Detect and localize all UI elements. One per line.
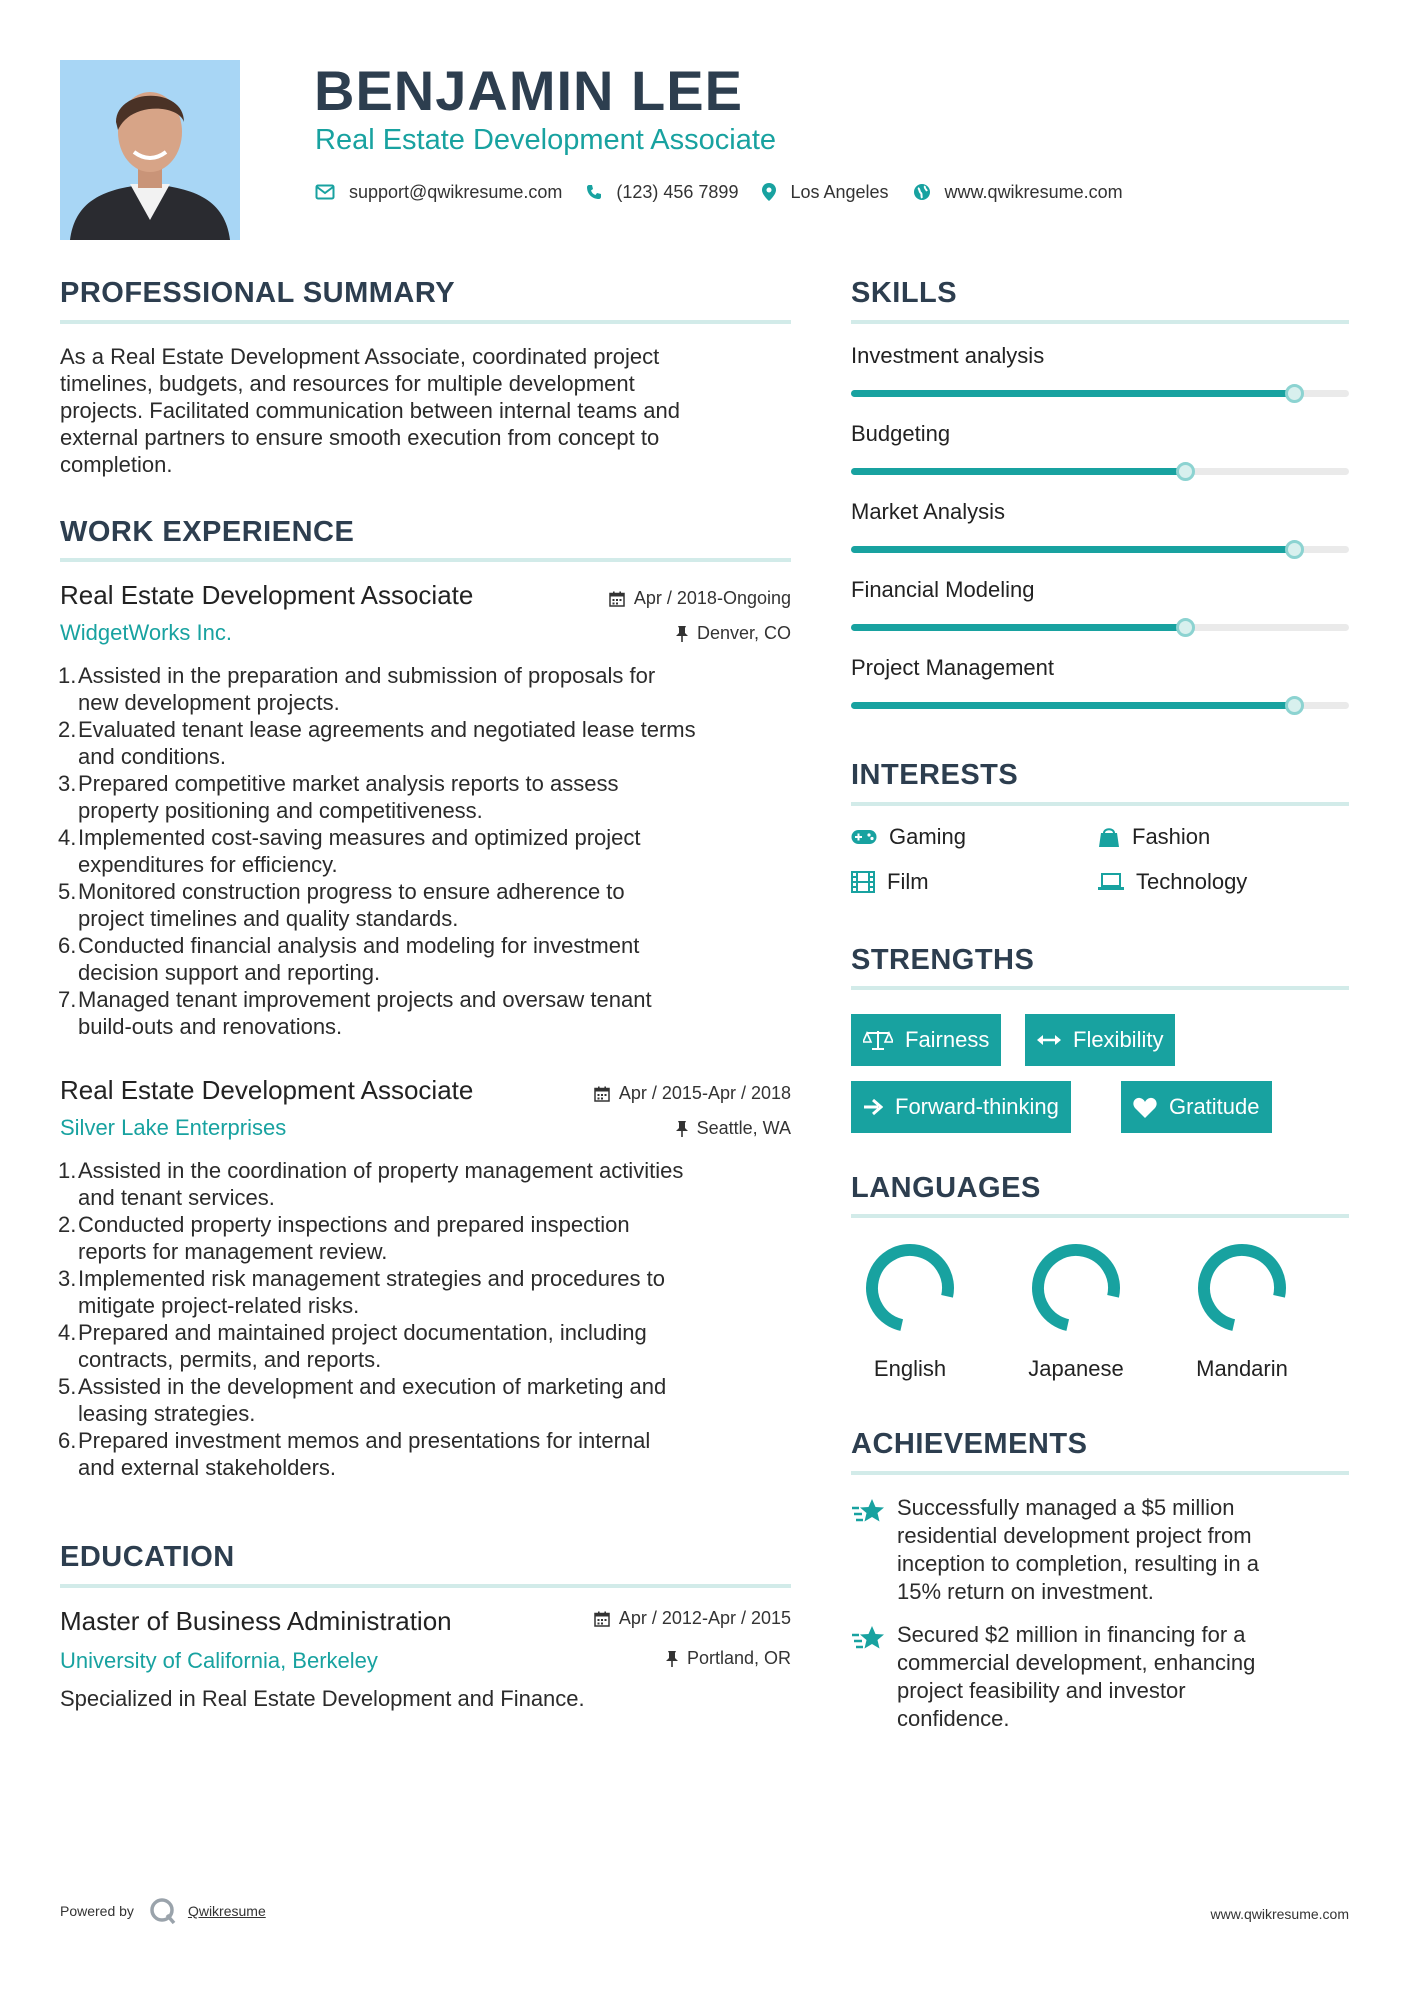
interest-label: Technology (1136, 869, 1248, 894)
duty-item: 7. Managed tenant improvement projects and oversaw tenant build-outs and renovations. (58, 987, 652, 1039)
shopping-bag-icon (1098, 826, 1120, 848)
language-item (1177, 1238, 1307, 1382)
skill-bar-fill (851, 624, 1185, 631)
interests-rule (851, 802, 1349, 806)
interest-item (1098, 824, 1210, 850)
language-label: Mandarin (1196, 1356, 1288, 1381)
duty-item: 6. Prepared investment memos and presentations for internal and external stakeholders. (58, 1428, 651, 1480)
job-dates (594, 1083, 791, 1104)
education-rule (60, 1584, 791, 1588)
gamepad-icon (851, 829, 877, 845)
interest-label: Fashion (1132, 824, 1211, 849)
language-label: Japanese (1028, 1356, 1124, 1381)
contact-website[interactable] (913, 182, 1123, 203)
calendar-icon (594, 1086, 610, 1102)
degree-title: Master of Business Administration (60, 1606, 452, 1636)
duty-item: 1. Assisted in the coordination of property management activities and tenant services. (58, 1158, 684, 1210)
experience-rule (60, 558, 791, 562)
skill-bar (851, 390, 1349, 397)
achievement-text: Successfully managed a $5 million residential development project from inception to completion, resulting in a 15% return on investment. (897, 1495, 1259, 1604)
globe-icon (913, 183, 931, 201)
school-name: University of California, Berkeley (60, 1648, 378, 1673)
achievement-text: Secured $2 million in financing for a commercial development, enhancing project feasibility and investor confidence. (897, 1622, 1256, 1731)
qwikresume-logo-icon (148, 1896, 178, 1926)
heart-icon (1133, 1097, 1157, 1118)
arrows-horizontal-icon (1037, 1033, 1061, 1047)
footer-website[interactable]: www.qwikresume.com (1210, 1906, 1349, 1922)
summary-text (60, 343, 800, 478)
summary-line: timelines, budgets, and resources for multiple development (60, 371, 635, 396)
skill-bar (851, 702, 1349, 709)
skill-label: Budgeting (851, 421, 951, 446)
language-item (845, 1238, 975, 1382)
skill-bar (851, 624, 1349, 631)
summary-line: completion. (60, 452, 173, 477)
job-title: Real Estate Development Associate (60, 1075, 474, 1105)
language-ring (1026, 1238, 1126, 1338)
achievements-rule (851, 1471, 1349, 1475)
skill-bar-fill (851, 546, 1294, 553)
star-icon (851, 1625, 885, 1653)
balance-scale-icon (863, 1029, 893, 1051)
contact-email[interactable] (315, 182, 562, 203)
skill-bar-fill (851, 468, 1185, 475)
summary-line: As a Real Estate Development Associate, coordinated project (60, 344, 660, 369)
contact-bar (315, 180, 1147, 204)
strength-label: Forward-thinking (895, 1094, 1059, 1119)
contact-phone[interactable] (586, 182, 738, 203)
company-name: Silver Lake Enterprises (60, 1115, 287, 1140)
contact-location (762, 182, 888, 203)
language-ring (1192, 1238, 1292, 1338)
skill-label: Financial Modeling (851, 577, 1035, 602)
education-location-text: Portland, OR (686, 1648, 791, 1668)
skill-bar-knob (1176, 462, 1195, 481)
laptop-icon (1098, 872, 1124, 892)
education-dates-text: Apr / 2012-Apr / 2015 (618, 1608, 791, 1628)
skill-label: Investment analysis (851, 343, 1045, 368)
strengths-rule (851, 986, 1349, 990)
map-marker-icon (762, 183, 776, 201)
strength-label: Flexibility (1073, 1027, 1164, 1052)
interest-label: Film (887, 869, 929, 894)
skill-bar (851, 468, 1349, 475)
strength-label: Gratitude (1169, 1094, 1260, 1119)
pushpin-icon (666, 1651, 678, 1667)
company-name: WidgetWorks Inc. (60, 620, 232, 645)
duty-item: 3. Prepared competitive market analysis reports to assess property positioning and competitiveness. (58, 771, 619, 823)
qwikresume-link[interactable]: Qwikresume (187, 1903, 266, 1919)
candidate-name: BENJAMIN LEE (314, 59, 743, 122)
strength-tag (1025, 1014, 1175, 1066)
duty-item: 4. Implemented cost-saving measures and optimized project expenditures for efficiency. (58, 825, 641, 877)
duty-item: 5. Assisted in the development and execution of marketing and leasing strategies. (58, 1374, 667, 1426)
language-item (1011, 1238, 1141, 1382)
duty-item: 2. Evaluated tenant lease agreements and negotiated lease terms and conditions. (58, 717, 696, 769)
summary-line: projects. Facilitated communication between internal teams and (60, 398, 680, 423)
skill-bar-knob (1285, 696, 1304, 715)
languages-heading: LANGUAGES (851, 1172, 1041, 1204)
job-location (676, 623, 791, 644)
language-label: English (873, 1356, 947, 1381)
education-description: Specialized in Real Estate Development and Finance. (60, 1686, 585, 1711)
duty-item: 2. Conducted property inspections and prepared inspection reports for management review. (58, 1212, 630, 1264)
job-location-text: Denver, CO (696, 623, 791, 643)
strength-tag (851, 1014, 1001, 1066)
job-dates-text: Apr / 2015-Apr / 2018 (618, 1083, 791, 1103)
summary-heading: PROFESSIONAL SUMMARY (60, 277, 456, 309)
languages-rule (851, 1214, 1349, 1218)
skills-rule (851, 320, 1349, 324)
arrow-right-icon (863, 1098, 883, 1116)
pushpin-icon (676, 626, 688, 642)
interest-item (851, 869, 929, 895)
pushpin-icon (676, 1121, 688, 1137)
education-dates (594, 1608, 791, 1629)
skill-bar-fill (851, 702, 1294, 709)
achievement-item (851, 1621, 1351, 1733)
skill-bar (851, 546, 1349, 553)
star-icon (851, 1498, 885, 1526)
email-text: support@qwikresume.com (349, 181, 563, 202)
skill-label: Project Management (851, 655, 1054, 680)
skill-bar-knob (1285, 540, 1304, 559)
skill-label: Market Analysis (851, 499, 1006, 524)
interest-label: Gaming (889, 824, 967, 849)
strength-tag (1121, 1081, 1272, 1133)
duty-item: 1. Assisted in the preparation and submission of proposals for new development projects. (58, 663, 656, 715)
achievement-item (851, 1494, 1351, 1606)
strength-label: Fairness (905, 1027, 990, 1052)
experience-heading: WORK EXPERIENCE (60, 516, 355, 548)
strengths-heading: STRENGTHS (851, 944, 1035, 976)
summary-rule (60, 320, 791, 324)
calendar-icon (609, 591, 625, 607)
achievements-heading: ACHIEVEMENTS (851, 1428, 1088, 1460)
duty-item: 3. Implemented risk management strategies and procedures to mitigate project-related risks. (58, 1266, 665, 1318)
job-duties (60, 1157, 800, 1481)
powered-by-text: Powered by (60, 1903, 134, 1919)
job-duties (60, 662, 800, 1040)
strength-tag (851, 1081, 1071, 1133)
phone-icon (586, 184, 602, 200)
job-location (676, 1118, 791, 1139)
calendar-icon (594, 1611, 610, 1627)
candidate-title: Real Estate Development Associate (315, 124, 777, 156)
interest-item (1098, 869, 1247, 895)
interest-item (851, 824, 966, 850)
phone-text: (123) 456 7899 (616, 181, 739, 202)
website-text: www.qwikresume.com (944, 181, 1123, 202)
job-dates (609, 588, 791, 609)
language-ring (860, 1238, 960, 1338)
skill-bar-knob (1285, 384, 1304, 403)
skill-bar-knob (1176, 618, 1195, 637)
job-title: Real Estate Development Associate (60, 580, 474, 610)
footer-powered-by (60, 1896, 266, 1926)
skills-heading: SKILLS (851, 277, 958, 309)
education-heading: EDUCATION (60, 1541, 235, 1573)
job-location-text: Seattle, WA (696, 1118, 791, 1138)
summary-line: external partners to ensure smooth execution from concept to (60, 425, 660, 450)
education-location (666, 1648, 791, 1669)
location-text: Los Angeles (790, 181, 889, 202)
duty-item: 6. Conducted financial analysis and modeling for investment decision support and reporting. (58, 933, 640, 985)
job-dates-text: Apr / 2018-Ongoing (633, 588, 791, 608)
duty-item: 5. Monitored construction progress to ensure adherence to project timelines and quality standards. (58, 879, 625, 931)
profile-photo (60, 60, 240, 240)
envelope-icon (315, 184, 335, 200)
skill-bar-fill (851, 390, 1294, 397)
film-icon (851, 871, 875, 893)
interests-heading: INTERESTS (851, 759, 1019, 791)
duty-item: 4. Prepared and maintained project documentation, including contracts, permits, and reports. (58, 1320, 647, 1372)
